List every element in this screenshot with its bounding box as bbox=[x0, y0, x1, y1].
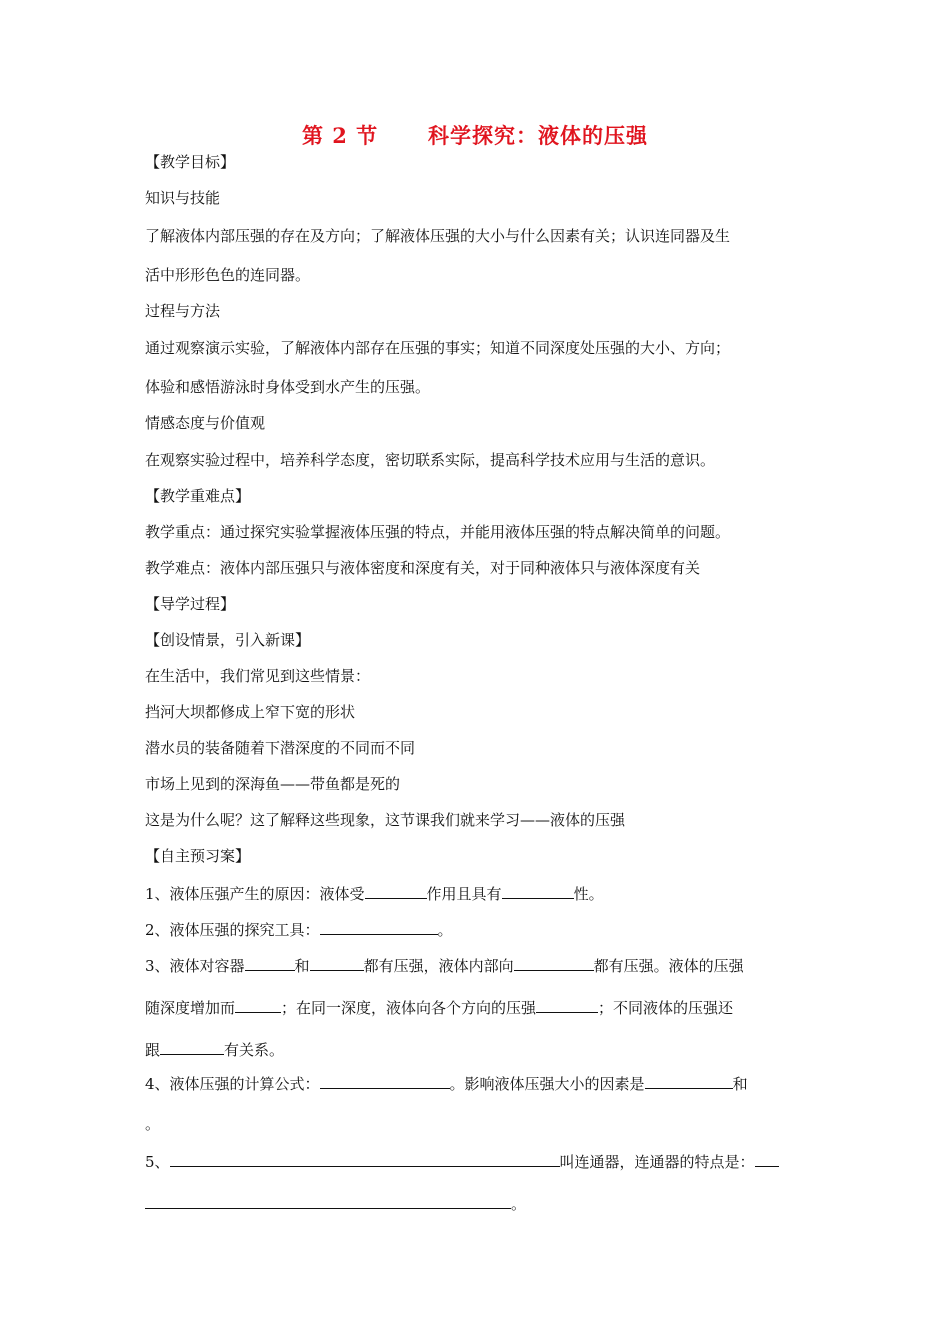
difficult-point-line: 教学难点：液体内部压强只与液体密度和深度有关，对于同种液体只与液体深度有关 bbox=[145, 559, 701, 577]
exercise-5: 5、 叫连通器，连通器的特点是： bbox=[145, 1150, 779, 1172]
paragraph-line: 在生活中，我们常见到这些情景： bbox=[145, 667, 371, 685]
heading-preview: 【自主预习案】 bbox=[145, 847, 251, 865]
exercise-4-continued: 。 bbox=[145, 1115, 161, 1133]
paragraph-line: 通过观察演示实验，了解液体内部存在压强的事实；知道不同深度处压强的大小、方向； bbox=[145, 339, 731, 357]
heading-key-points: 【教学重难点】 bbox=[145, 487, 251, 505]
list-item: 市场上见到的深海鱼——带鱼都是死的 bbox=[145, 775, 401, 793]
key-point-line: 教学重点：通过探究实验掌握液体压强的特点，并能用液体压强的特点解决简单的问题。 bbox=[145, 523, 731, 541]
answer-blank[interactable] bbox=[170, 1150, 560, 1167]
answer-blank[interactable] bbox=[320, 1072, 450, 1089]
answer-blank[interactable] bbox=[245, 954, 295, 971]
exercise-3-continued: 随深度增加而 ；在同一深度，液体向各个方向的压强 ；不同液体的压强还 bbox=[145, 996, 733, 1018]
heading-introduction: 【创设情景，引入新课】 bbox=[145, 631, 311, 649]
paragraph-line: 了解液体内部压强的存在及方向；了解液体压强的大小与什么因素有关；认识连同器及生 bbox=[145, 227, 731, 245]
exercise-5-continued: 。 bbox=[145, 1192, 526, 1214]
subheading-knowledge: 知识与技能 bbox=[145, 189, 221, 207]
subheading-attitude: 情感态度与价值观 bbox=[145, 414, 266, 432]
exercise-4: 4、液体压强的计算公式： 。影响液体压强大小的因素是 和 bbox=[145, 1072, 748, 1094]
exercise-2: 2、液体压强的探究工具： 。 bbox=[145, 918, 453, 940]
paragraph-line: 这是为什么呢？这了解释这些现象，这节课我们就来学习——液体的压强 bbox=[145, 811, 626, 829]
answer-blank[interactable] bbox=[365, 882, 427, 899]
exercise-3: 3、液体对容器 和 都有压强，液体内部向 都有压强。液体的压强 bbox=[145, 954, 744, 976]
page-title: 第 2 节 科学探究：液体的压强 bbox=[301, 123, 649, 148]
answer-blank[interactable] bbox=[310, 954, 364, 971]
answer-blank[interactable] bbox=[755, 1150, 779, 1167]
answer-blank[interactable] bbox=[514, 954, 594, 971]
paragraph-line: 在观察实验过程中，培养科学态度，密切联系实际，提高科学技术应用与生活的意识。 bbox=[145, 451, 716, 469]
answer-blank[interactable] bbox=[145, 1192, 511, 1209]
heading-guided-process: 【导学过程】 bbox=[145, 595, 236, 613]
answer-blank[interactable] bbox=[502, 882, 574, 899]
exercise-1: 1、液体压强产生的原因：液体受 作用且具有 性。 bbox=[145, 882, 604, 904]
list-item: 挡河大坝都修成上窄下宽的形状 bbox=[145, 703, 356, 721]
paragraph-line: 体验和感悟游泳时身体受到水产生的压强。 bbox=[145, 378, 431, 396]
heading-objectives: 【教学目标】 bbox=[145, 153, 236, 171]
paragraph-line: 活中形形色色的连同器。 bbox=[145, 266, 311, 284]
exercise-3-continued: 跟 有关系。 bbox=[145, 1038, 284, 1060]
list-item: 潜水员的装备随着下潜深度的不同而不同 bbox=[145, 739, 416, 757]
answer-blank[interactable] bbox=[320, 918, 438, 935]
answer-blank[interactable] bbox=[645, 1072, 733, 1089]
answer-blank[interactable] bbox=[536, 996, 598, 1013]
answer-blank[interactable] bbox=[235, 996, 281, 1013]
subheading-process: 过程与方法 bbox=[145, 302, 221, 320]
answer-blank[interactable] bbox=[160, 1038, 224, 1055]
